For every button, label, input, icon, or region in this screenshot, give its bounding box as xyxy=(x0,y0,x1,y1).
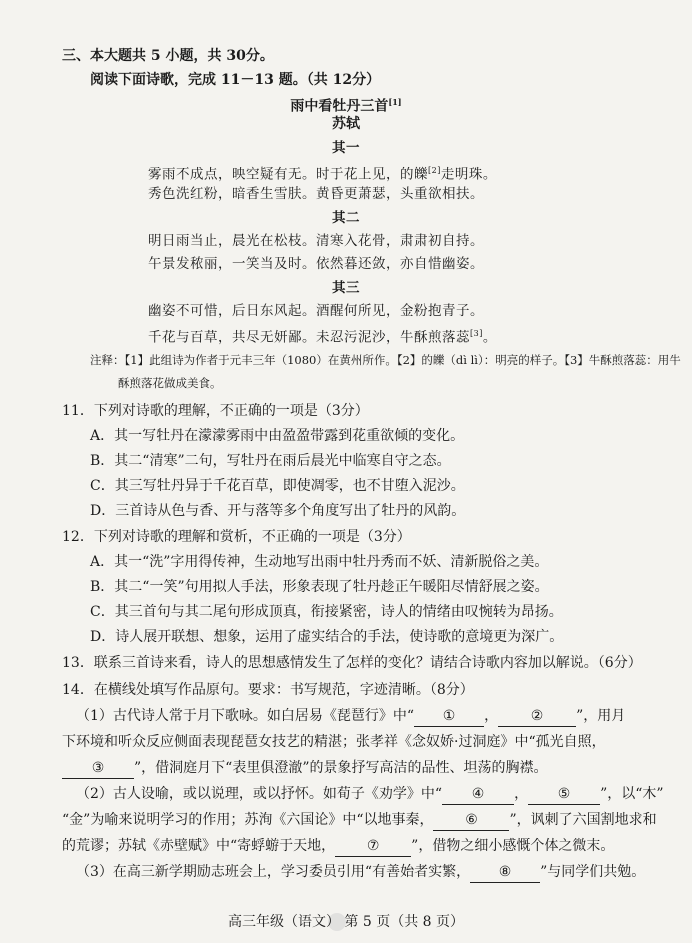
section-heading: 三、本大题共 5 小题，共 30分。 xyxy=(62,48,274,64)
answer-blank-2[interactable]: ② xyxy=(498,706,576,727)
answer-blank-6[interactable]: ⑥ xyxy=(433,810,509,831)
q11-option-b: B．其二“清寒”二句，写牡丹在雨后晨光中临寒自守之态。 xyxy=(90,453,451,469)
page-footer: 高三年级（语文） 第 5 页（共 8 页） xyxy=(227,914,465,930)
poem-notes-line2: 酥煎落花做成美食。 xyxy=(118,376,222,390)
part2-line1: 明日雨当止，晨光在松枝。清寒入花骨，肃肃初自持。 xyxy=(148,233,484,249)
q14-p2-line3: 的荒谬；苏轼《赤壁赋》中“寄蜉蝣于天地， ⑦ ”，借物之细小感慨个体之微末。 xyxy=(62,836,614,857)
part2-line2: 午景发秾丽，一笑当及时。依然暮还敛，亦自惜幽姿。 xyxy=(148,256,484,272)
poem-title: 雨中看牡丹三首[1] xyxy=(290,97,402,115)
q14-p2-line1: （2）古人设喻，或以说理，或以抒怀。如荀子《劝学》中“ ④ ， ⑤ ”，以“木” xyxy=(76,784,664,805)
q11-option-d: D．三首诗从色与香、开与落等多个角度写出了牡丹的风韵。 xyxy=(90,503,466,519)
answer-blank-3[interactable]: ③ xyxy=(62,758,134,779)
q11-option-c: C．其三写牡丹异于千花百草，即使凋零，也不甘堕入泥沙。 xyxy=(90,478,465,494)
q12-option-a: A．其一“洗”字用得传神，生动地写出雨中牡丹秀而不妖、清新脱俗之美。 xyxy=(90,554,549,570)
section-instruction: 阅读下面诗歌，完成 11－13 题。（共 12分） xyxy=(90,72,381,88)
q12-option-b: B．其二“一笑”句用拟人手法，形象表现了牡丹趁正午暖阳尽情舒展之姿。 xyxy=(90,579,549,595)
part3-line2: 千花与百草，共尽无妍鄙。未忍污泥沙，牛酥煎落蕊[3]。 xyxy=(148,329,497,346)
q14-p1-line2: 下环境和听众反应侧面表现琵琶女技艺的精湛；张孝祥《念奴娇·过洞庭》中“孤光自照， xyxy=(62,734,606,750)
part3-heading: 其三 xyxy=(332,280,360,296)
q13-stem: 13．联系三首诗来看，诗人的思想感情发生了怎样的变化？请结合诗歌内容加以解说。（6分） xyxy=(62,655,642,671)
q11-option-a: A．其一写牡丹在濛濛雾雨中由盈盈带露到花重欲倾的变化。 xyxy=(90,428,465,444)
answer-blank-5[interactable]: ⑤ xyxy=(528,784,600,805)
part1-heading: 其一 xyxy=(332,140,360,156)
q14-p1-line3: ③ ”，借洞庭月下“表里俱澄澈”的景象抒写高洁的品性、坦荡的胸襟。 xyxy=(62,758,547,779)
answer-blank-7[interactable]: ⑦ xyxy=(335,836,411,857)
part2-heading: 其二 xyxy=(332,210,360,226)
q14-stem: 14．在横线处填写作品原句。要求：书写规范，字迹清晰。（8分） xyxy=(62,682,474,698)
part1-line1: 雾雨不成点，映空疑有无。时于花上见，的皪[2]走明珠。 xyxy=(148,166,497,183)
answer-blank-1[interactable]: ① xyxy=(414,706,484,727)
answer-blank-4[interactable]: ④ xyxy=(442,784,514,805)
poem-notes-line1: 注释：【1】此组诗为作者于元丰三年（1080）在黄州所作。【2】的皪（dì lì）：明亮的样子。【3】牛酥煎落蕊：用牛 xyxy=(90,353,681,367)
part1-line2: 秀色洗红粉，暗香生雪肤。黄昏更萧瑟，头重欲相扶。 xyxy=(148,186,484,202)
part3-line1: 幽姿不可惜，后日东风起。酒醒何所见，金粉抱青子。 xyxy=(148,303,484,319)
q14-p3-line1: （3）在高三新学期励志班会上，学习委员引用“有善始者实繁， ⑧ ”与同学们共勉。 xyxy=(76,862,645,883)
q14-p1-line1: （1）古代诗人常于月下歌咏。如白居易《琵琶行》中“ ① ， ② ”，用月 xyxy=(76,706,625,727)
answer-blank-8[interactable]: ⑧ xyxy=(470,862,540,883)
poem-author: 苏轼 xyxy=(332,116,360,132)
q12-option-d: D．诗人展开联想、想象，运用了虚实结合的手法，使诗歌的意境更为深广。 xyxy=(90,629,564,645)
q12-option-c: C．其三首句与其二尾句形成顶真，衔接紧密，诗人的情绪由叹惋转为昂扬。 xyxy=(90,604,563,620)
q11-stem: 11．下列对诗歌的理解，不正确的一项是（3分） xyxy=(62,403,369,419)
q14-p2-line2: “金”为喻来说明学习的作用；苏洵《六国论》中“以地事秦， ⑥ ”，讽刺了六国割地求和 xyxy=(62,810,657,831)
q12-stem: 12．下列对诗歌的理解和赏析，不正确的一项是（3分） xyxy=(62,529,411,545)
